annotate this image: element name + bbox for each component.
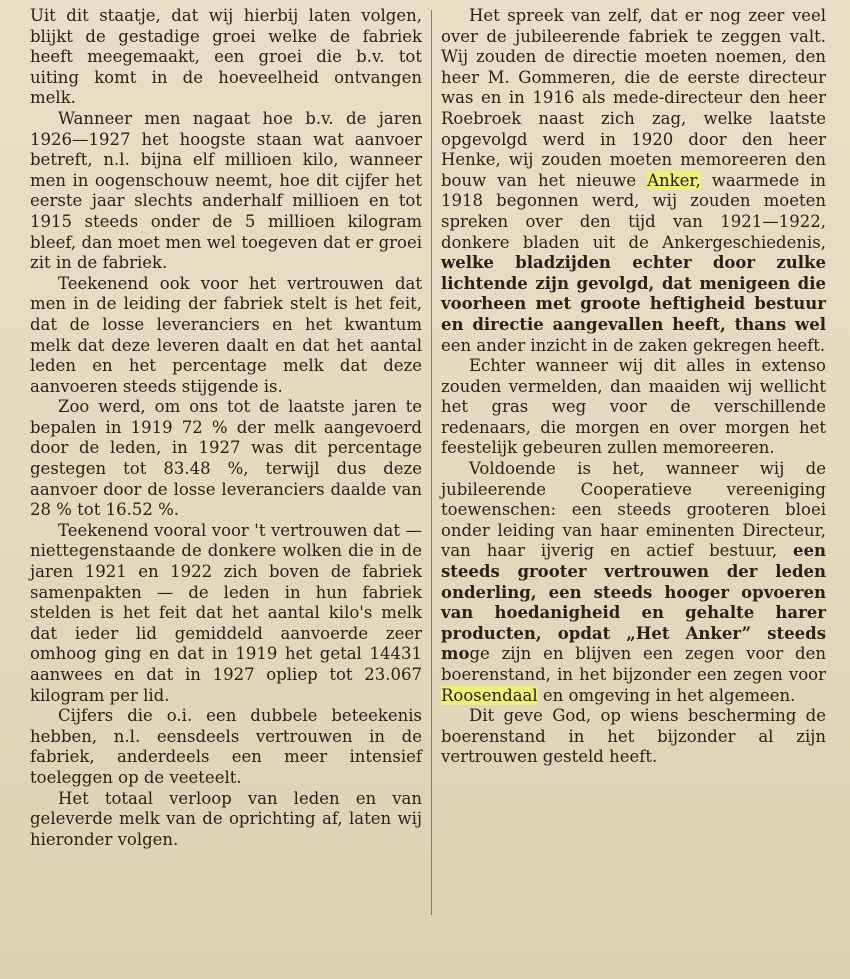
paragraph: Zoo werd, om ons tot de laatste jaren te bepalen in 1919 72 % der melk aangevoerd door de leden, in 1927 was dit percentage gestegen tot 83.48 %, terwijl dus deze aanvoer door de losse leveranciers daalde van 28 % tot 16.52 %. bbox=[30, 397, 422, 520]
paragraph: Dit geve God, op wiens bescherming de boerenstand in het bijzonder al zijn vertrouwen gesteld heeft. bbox=[441, 706, 826, 767]
left-column bbox=[30, 6, 422, 850]
bold-text-run: een steeds grooter vertrouwen der leden onderling, een steeds hooger opvoeren van hoedanigheid en gehalte harer producten, opdat „Het Anker” steeds mo bbox=[441, 541, 826, 664]
text-run: Voldoende is het, wanneer wij de jubileerende Cooperatieve vereeniging toewenschen: een steeds grooteren bloei onder leiding van haar eminenten Directeur, van haar ijverig en actief bestuur, bbox=[441, 459, 826, 561]
column-divider bbox=[431, 10, 432, 915]
text-run: waarmede in 1918 begonnen werd, wij zouden moeten spreken over den tijd van 1921—1922, donkere bladen uit de Ankergeschiedenis, bbox=[441, 170, 826, 252]
bold-text-run: welke bladzijden echter door zulke lichtende zijn gevolgd, dat menigeen die voorheen met groote heftigheid bestuur en directie aangevallen heeft, thans wel bbox=[441, 253, 826, 334]
paragraph bbox=[441, 6, 826, 356]
paragraph: Teekenend ook voor het vertrouwen dat men in de leiding der fabriek stelt is het feit, dat de losse leveranciers en het kwantum melk dat deze leveren daalt en dat het aantal leden en het percentage melk dat deze aanvoeren steeds stijgende is. bbox=[30, 273, 422, 396]
paragraph: Teekenend vooral voor 't vertrouwen dat — niettegenstaande de donkere wolken die in de jaren 1921 en 1922 zich boven de fabriek samenpakten — de leden in hun fabriek stelden is het feit dat het aantal kilo's melk dat ieder lid gemiddeld aanvoerde zeer omhoog ging en dat in 1919 het getal 14431 aanwees en dat in 1927 opliep tot 23.067 kilogram per lid. bbox=[30, 520, 422, 705]
highlighted-word-roosendaal: Roosendaal bbox=[441, 685, 538, 705]
text-run: ge zijn en blijven een zegen voor den boerenstand, in het bijzonder een zegen voor bbox=[441, 644, 826, 684]
paragraph: Het totaal verloop van leden en van geleverde melk van de oprichting af, laten wij hieronder volgen. bbox=[30, 788, 422, 849]
paragraph: Cijfers die o.i. een dubbele beteekenis hebben, n.l. eensdeels vertrouwen in de fabriek, anderdeels een meer intensief toeleggen op de veeteelt. bbox=[30, 706, 422, 787]
paragraph: Uit dit staatje, dat wij hierbij laten volgen, blijkt de gestadige groei welke de fabriek heeft meegemaakt, een groei die b.v. tot uiting komt in de hoeveelheid ontvangen melk. bbox=[30, 6, 422, 108]
text-run: een ander inzicht in de zaken gekregen heeft. bbox=[441, 335, 826, 355]
right-column bbox=[441, 6, 826, 768]
paragraph bbox=[441, 459, 826, 706]
paragraph: Wanneer men nagaat hoe b.v. de jaren 1926—1927 het hoogste staan wat aanvoer betreft, n.l. bijna elf millioen kilo, wanneer men in oogenschouw neemt, hoe dit cijfer het eerste jaar slechts anderhalf millioen en tot 1915 steeds onder de 5 millioen kilogram bleef, dan moet men wel toegeven dat er groei zit in de fabriek. bbox=[30, 108, 422, 273]
paragraph: Echter wanneer wij dit alles in extenso zouden vermelden, dan maaiden wij wellicht het gras weg voor de verschillende redenaars, die morgen en over morgen het feestelijk gebeuren zullen memoreeren. bbox=[441, 356, 826, 458]
text-run: Het spreek van zelf, dat er nog zeer veel over de jubileerende fabriek te zeggen valt. Wij zouden de directie moeten noemen, den heer M. Gommeren, die de eerste directeur was en in 1916 als mede-directeur den heer Roebroek naast zich zag, welke laatste opgevolgd werd in 1920 door den heer Henke, wij zouden moeten memoreeren den bouw van het nieuwe bbox=[441, 6, 826, 190]
text-run: en omgeving in het algemeen. bbox=[537, 685, 796, 705]
highlighted-word-anker: Anker, bbox=[647, 170, 701, 190]
